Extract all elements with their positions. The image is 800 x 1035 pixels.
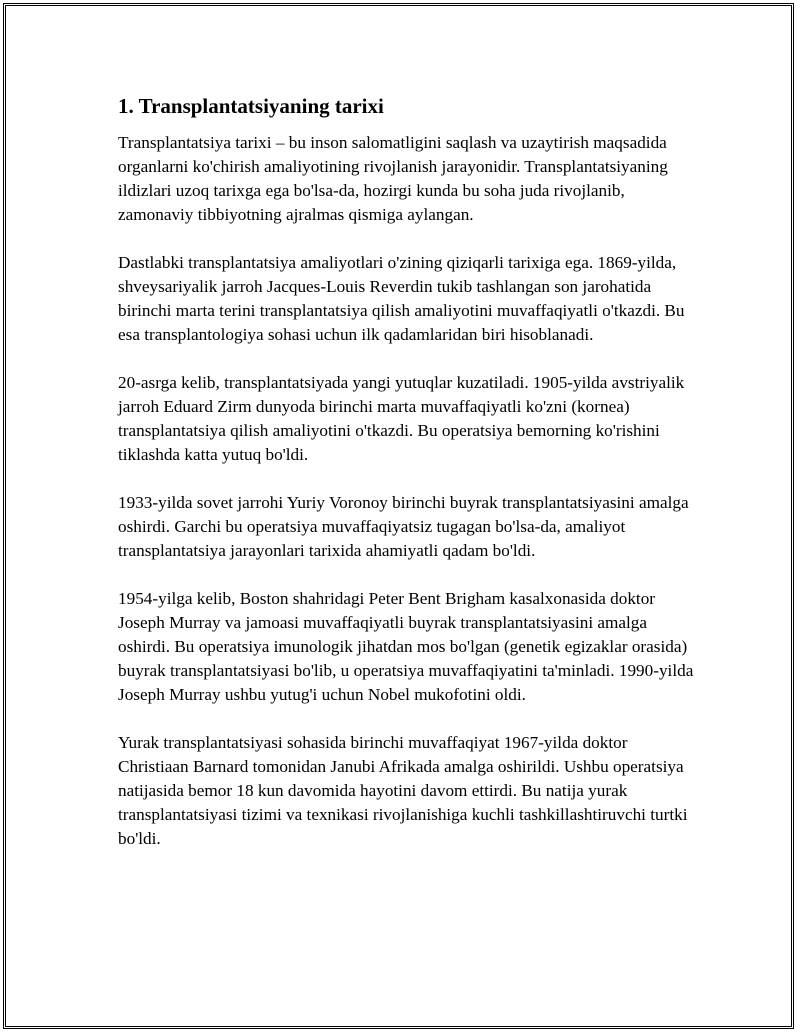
paragraph-intro: Transplantatsiya tarixi – bu inson salomatligini saqlash va uzaytirish maqsadida organlarni ko'chirish amaliyotining rivojlanish jarayonidir. Transplantatsiyaning ildizlari uzoq tarixga ega bo'lsa-da, hozirgi kunda bu soha juda rivojlanib, zamonaviy tibbiyotning ajralmas qismiga aylangan. bbox=[118, 133, 668, 224]
document-body bbox=[118, 92, 698, 875]
paragraph-heart-transplant: Yurak transplantatsiyasi sohasida birinchi muvaffaqiyat 1967-yilda doktor Christiaan Barnard tomonidan Janubi Afrikada amalga oshirildi. Ushbu operatsiya natijasida bemor 18 kun davomida hayotini davom ettirdi. Bu natija yurak transplantatsiyasi tizimi va texnikasi rivojlanishiga kuchli tashkillashtiruvchi turtki bo'ldi. bbox=[118, 733, 688, 848]
paragraph-20th-century: 20-asrga kelib, transplantatsiyada yangi yutuqlar kuzatiladi. 1905-yilda avstriyalik jarroh Eduard Zirm dunyoda birinchi marta muvaffaqiyatli ko'zni (kornea) transplantatsiya qilish amaliyotini o'tkazdi. Bu operatsiya bemorning ko'rishini tiklashda katta yutuq bo'ldi. bbox=[118, 373, 685, 464]
section-heading: 1. Transplantatsiyaning tarixi bbox=[118, 94, 384, 118]
paragraph-1933: 1933-yilda sovet jarrohi Yuriy Voronoy birinchi buyrak transplantatsiyasini amalga oshirdi. Garchi bu operatsiya muvaffaqiyatsiz tugagan bo'lsa-da, amaliyot transplantatsiya jarayonlari tarixida ahamiyatli qadam bo'ldi. bbox=[118, 493, 689, 560]
paragraph-1954: 1954-yilga kelib, Boston shahridagi Peter Bent Brigham kasalxonasida doktor Joseph Murray va jamoasi muvaffaqiyatli buyrak transplantatsiyasini amalga oshirdi. Bu operatsiya imunologik jihatdan mos bo'lgan (genetik egizaklar orasida) buyrak transplantatsiyasi bo'lib, u operatsiya muvaffaqiyatini ta'minladi. 1990-yilda Joseph Murray ushbu yutug'i uchun Nobel mukofotini oldi. bbox=[118, 589, 694, 704]
paragraph-early-history: Dastlabki transplantatsiya amaliyotlari o'zining qiziqarli tarixiga ega. 1869-yilda, shveysariyalik jarroh Jacques-Louis Reverdin tukib tashlangan son jarohatida birinchi marta terini transplantatsiya qilish amaliyotini muvaffaqiyatli o'tkazdi. Bu esa transplantologiya sohasi uchun ilk qadamlaridan biri hisoblanadi. bbox=[118, 253, 685, 344]
